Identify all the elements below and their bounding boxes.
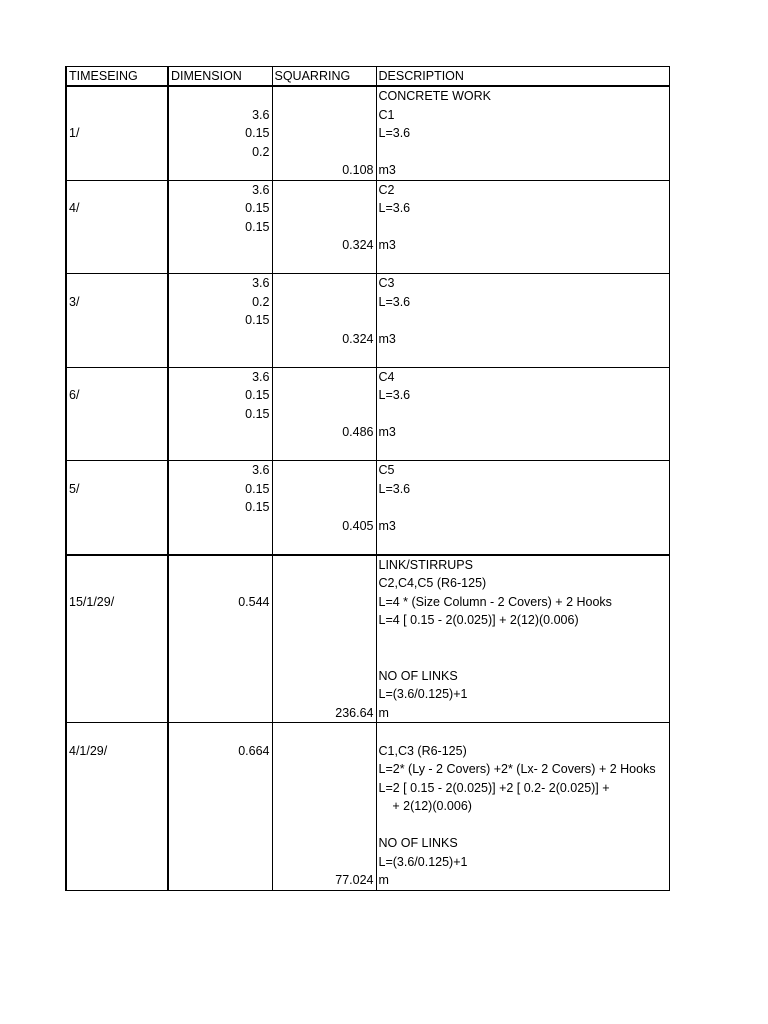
squaring-line xyxy=(273,834,376,853)
dimension-line xyxy=(169,556,272,575)
timesing-line xyxy=(67,442,167,461)
timesing-text: 3/ xyxy=(69,294,80,309)
squaring-line xyxy=(273,797,376,816)
description-line xyxy=(377,255,669,274)
squaring-line xyxy=(273,311,376,330)
timesing-line xyxy=(67,255,167,274)
description-line xyxy=(377,442,669,461)
description-text: C2,C4,C5 (R6-125) xyxy=(378,576,487,590)
description-line xyxy=(377,816,669,835)
description-line xyxy=(377,498,669,517)
description-text: m3 xyxy=(378,518,396,533)
squaring-line xyxy=(273,779,376,798)
timesing-line xyxy=(67,834,167,853)
timesing-line xyxy=(67,704,167,723)
timesing-text: 5/ xyxy=(69,481,80,496)
row-c3-squaring-cell xyxy=(272,274,376,368)
row-links-c2-c4-c5-dimension-cell xyxy=(168,555,272,723)
description-text: L=3.6 xyxy=(378,201,411,215)
timesing-line xyxy=(67,853,167,872)
squaring-line xyxy=(273,218,376,237)
description-text: L=3.6 xyxy=(378,294,411,309)
table-row xyxy=(66,367,669,461)
squaring-text: 0.486 xyxy=(342,425,374,439)
description-line xyxy=(377,143,669,162)
description-text: L=2 [ 0.15 - 2(0.025)] +2 [ 0.2- 2(0.025)] + xyxy=(378,780,610,795)
timesing-line xyxy=(67,106,167,125)
squaring-line xyxy=(273,274,376,293)
dimension-line xyxy=(169,779,272,798)
description-text: C1 xyxy=(378,107,395,122)
description-line xyxy=(377,630,669,649)
squaring-text: 0.324 xyxy=(342,331,374,346)
row-links-c2-c4-c5-timesing-cell xyxy=(66,555,168,723)
squaring-line xyxy=(273,124,376,143)
description-text: L=(3.6/0.125)+1 xyxy=(378,854,468,869)
timesing-text: 4/ xyxy=(69,201,80,215)
dimension-line xyxy=(169,442,272,461)
timesing-line xyxy=(67,685,167,704)
dimension-text: 0.15 xyxy=(245,313,270,327)
description-text: C1,C3 (R6-125) xyxy=(378,743,467,758)
header-timesing: TIMESEING xyxy=(66,67,168,87)
timesing-line xyxy=(67,779,167,798)
dimension-text: 3.6 xyxy=(252,369,270,384)
squaring-line xyxy=(273,723,376,742)
timesing-line xyxy=(67,498,167,517)
timesing-line xyxy=(67,218,167,237)
timesing-line xyxy=(67,161,167,180)
dimension-text: 0.15 xyxy=(245,406,270,421)
squaring-text: 0.405 xyxy=(342,518,374,533)
timesing-text: 15/1/29/ xyxy=(69,594,115,609)
row-c4-squaring-cell xyxy=(272,367,376,461)
timesing-line xyxy=(67,181,167,200)
squaring-line xyxy=(273,461,376,480)
dimension-line xyxy=(169,667,272,686)
timesing-line xyxy=(67,405,167,424)
timesing-line xyxy=(67,143,167,162)
squaring-line xyxy=(273,480,376,499)
description-text: L=2* (Ly - 2 Covers) +2* (Lx- 2 Covers) + 2 Hooks xyxy=(378,762,656,776)
timesing-line xyxy=(67,611,167,630)
timesing-line xyxy=(67,556,167,575)
row-c1-timesing-cell xyxy=(66,86,168,180)
dimension-line xyxy=(169,161,272,180)
squaring-line xyxy=(273,574,376,593)
timesing-line xyxy=(67,236,167,255)
dimension-line xyxy=(169,517,272,536)
dimension-text: 0.15 xyxy=(245,126,270,140)
row-c1-dimension-cell xyxy=(168,86,272,180)
description-text: L=(3.6/0.125)+1 xyxy=(378,687,468,701)
description-text: m3 xyxy=(378,163,396,177)
row-links-c1-c3-timesing-cell xyxy=(66,723,168,891)
dimension-text: 0.15 xyxy=(245,481,270,496)
dimension-line xyxy=(169,87,272,106)
squaring-line xyxy=(273,685,376,704)
row-links-c2-c4-c5-squaring-cell xyxy=(272,555,376,723)
row-c2-dimension-cell xyxy=(168,180,272,274)
dimension-line xyxy=(169,723,272,742)
dimension-text: 3.6 xyxy=(252,276,270,290)
table-row xyxy=(66,555,669,723)
description-line xyxy=(377,311,669,330)
squaring-text: 0.108 xyxy=(342,163,374,177)
table-body xyxy=(66,86,669,890)
squaring-line xyxy=(273,181,376,200)
description-text: L=3.6 xyxy=(378,481,411,496)
row-c2-squaring-cell xyxy=(272,180,376,274)
description-text: m3 xyxy=(378,425,396,439)
description-line xyxy=(377,723,669,742)
squaring-line xyxy=(273,498,376,517)
dimension-line xyxy=(169,535,272,554)
description-text: m xyxy=(378,705,389,720)
row-c4-timesing-cell xyxy=(66,367,168,461)
dimension-line xyxy=(169,648,272,667)
squaring-line xyxy=(273,348,376,367)
squaring-line xyxy=(273,667,376,686)
description-text: L=3.6 xyxy=(378,126,411,140)
description-text: C5 xyxy=(378,463,395,477)
description-line xyxy=(377,648,669,667)
description-text: CONCRETE WORK xyxy=(378,89,491,103)
row-c2-description-cell xyxy=(376,180,669,274)
timesing-line xyxy=(67,667,167,686)
squaring-line xyxy=(273,368,376,387)
description-text: L=3.6 xyxy=(378,388,411,402)
squaring-line xyxy=(273,405,376,424)
dimension-line xyxy=(169,330,272,349)
description-text: NO OF LINKS xyxy=(378,668,458,683)
dimension-line xyxy=(169,797,272,816)
squaring-line xyxy=(273,630,376,649)
description-text: LINK/STIRRUPS xyxy=(378,557,473,572)
dimension-text: 3.6 xyxy=(252,107,270,122)
dimension-line xyxy=(169,236,272,255)
squaring-line xyxy=(273,556,376,575)
dimension-line xyxy=(169,574,272,593)
timesing-line xyxy=(67,311,167,330)
dimension-line xyxy=(169,816,272,835)
timesing-line xyxy=(67,723,167,742)
timesing-line xyxy=(67,630,167,649)
dimension-text: 0.15 xyxy=(245,388,270,402)
measurement-sheet xyxy=(65,66,668,891)
dimension-line xyxy=(169,423,272,442)
squaring-line xyxy=(273,442,376,461)
timesing-line xyxy=(67,517,167,536)
row-c3-timesing-cell xyxy=(66,274,168,368)
row-links-c1-c3-description-cell xyxy=(376,723,669,891)
timesing-line xyxy=(67,816,167,835)
squaring-line xyxy=(273,143,376,162)
timesing-line xyxy=(67,274,167,293)
header-squaring: SQUARRING xyxy=(272,67,376,87)
row-links-c1-c3-squaring-cell xyxy=(272,723,376,891)
dimension-line xyxy=(169,685,272,704)
squaring-line xyxy=(273,535,376,554)
row-c1-description-cell xyxy=(376,86,669,180)
description-text: C2 xyxy=(378,182,395,197)
squaring-text: 236.64 xyxy=(335,705,374,720)
row-c4-description-cell xyxy=(376,367,669,461)
timesing-line xyxy=(67,423,167,442)
squaring-line xyxy=(273,106,376,125)
timesing-line xyxy=(67,330,167,349)
dimension-line xyxy=(169,255,272,274)
squaring-line xyxy=(273,853,376,872)
timesing-line xyxy=(67,871,167,890)
squaring-text: 0.324 xyxy=(342,238,374,252)
squaring-line xyxy=(273,386,376,405)
table-row xyxy=(66,86,669,180)
row-links-c1-c3-dimension-cell xyxy=(168,723,272,891)
dimension-text: 3.6 xyxy=(252,182,270,197)
squaring-line xyxy=(273,87,376,106)
dimension-text: 0.15 xyxy=(245,500,270,514)
dimension-line xyxy=(169,348,272,367)
squaring-line xyxy=(273,742,376,761)
squaring-line xyxy=(273,816,376,835)
timesing-line xyxy=(67,535,167,554)
description-text: + 2(12)(0.006) xyxy=(378,799,472,813)
squaring-text: 77.024 xyxy=(335,873,374,887)
dimension-line xyxy=(169,871,272,890)
row-c3-description-cell xyxy=(376,274,669,368)
description-line xyxy=(377,348,669,367)
description-text: C3 xyxy=(378,276,395,290)
timesing-line xyxy=(67,574,167,593)
row-c5-description-cell xyxy=(376,461,669,555)
squaring-line xyxy=(273,255,376,274)
dimension-text: 0.664 xyxy=(238,743,270,758)
table-row xyxy=(66,723,669,891)
timesing-line xyxy=(67,760,167,779)
timesing-line xyxy=(67,797,167,816)
squaring-line xyxy=(273,648,376,667)
squaring-line xyxy=(273,293,376,312)
squaring-line xyxy=(273,199,376,218)
timesing-text: 6/ xyxy=(69,388,80,402)
row-c5-squaring-cell xyxy=(272,461,376,555)
timesing-line xyxy=(67,348,167,367)
dimension-line xyxy=(169,853,272,872)
measurement-table xyxy=(65,66,670,891)
squaring-line xyxy=(273,760,376,779)
dimension-line xyxy=(169,834,272,853)
row-c1-squaring-cell xyxy=(272,86,376,180)
dimension-line xyxy=(169,611,272,630)
dimension-text: 0.2 xyxy=(252,294,270,309)
squaring-line xyxy=(273,593,376,612)
row-c5-dimension-cell xyxy=(168,461,272,555)
dimension-text: 0.15 xyxy=(245,201,270,215)
header-dimension: DIMENSION xyxy=(168,67,272,87)
dimension-line xyxy=(169,704,272,723)
row-c2-timesing-cell xyxy=(66,180,168,274)
row-c4-dimension-cell xyxy=(168,367,272,461)
timesing-line xyxy=(67,368,167,387)
description-text: m3 xyxy=(378,238,396,252)
description-line xyxy=(377,405,669,424)
timesing-line xyxy=(67,87,167,106)
description-text: NO OF LINKS xyxy=(378,836,458,850)
row-links-c2-c4-c5-description-cell xyxy=(376,555,669,723)
squaring-line xyxy=(273,611,376,630)
header-row xyxy=(66,67,669,87)
header-description: DESCRIPTION xyxy=(376,67,669,87)
description-text: m3 xyxy=(378,331,396,346)
dimension-line xyxy=(169,630,272,649)
table-row xyxy=(66,274,669,368)
timesing-line xyxy=(67,648,167,667)
row-c5-timesing-cell xyxy=(66,461,168,555)
description-text: L=4 [ 0.15 - 2(0.025)] + 2(12)(0.006) xyxy=(378,613,579,627)
dimension-text: 0.2 xyxy=(252,144,270,159)
table-row xyxy=(66,461,669,555)
timesing-text: 1/ xyxy=(69,126,80,140)
row-c3-dimension-cell xyxy=(168,274,272,368)
dimension-text: 3.6 xyxy=(252,463,270,477)
table-row xyxy=(66,180,669,274)
description-text: m xyxy=(378,873,389,887)
dimension-text: 0.544 xyxy=(238,594,270,609)
description-line xyxy=(377,535,669,554)
dimension-text: 0.15 xyxy=(245,219,270,234)
description-text: C4 xyxy=(378,369,395,384)
description-text: L=4 * (Size Column - 2 Covers) + 2 Hooks xyxy=(378,594,612,609)
dimension-line xyxy=(169,760,272,779)
description-line xyxy=(377,218,669,237)
timesing-line xyxy=(67,461,167,480)
timesing-text: 4/1/29/ xyxy=(69,743,108,758)
